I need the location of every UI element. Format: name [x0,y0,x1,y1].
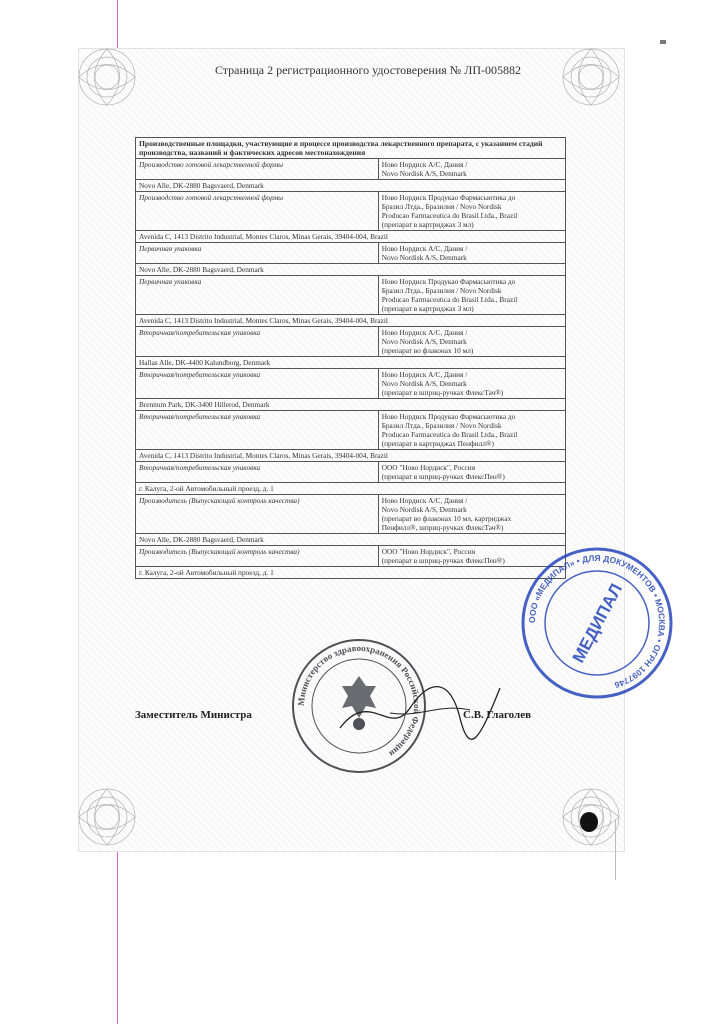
table-row [136,495,566,534]
organization-cell: Ново Нордиск Продукао Фармасьютика до Бразил Лтда., Бразилия / Novo Nordisk Producao Farmaceutica do Brasil Ltda., Brazil (препарат в картриджах Пенфилл®) [378,411,565,450]
address-cell: Avenida C, 1413 Distrito Industrial, Montes Claros, Minas Gerais, 39404-004, Brazil [136,450,566,462]
organization-cell: Ново Нордиск А/С, Дания / Novo Nordisk A/S, Denmark [378,243,565,264]
scan-edge [615,820,616,880]
svg-text:ООО «МЕДИПАЛ» • ДЛЯ ДОКУМЕНТОВ: ООО «МЕДИПАЛ» • ДЛЯ ДОКУМЕНТОВ • МОСКВА • ОГРН 1097746 [526,552,668,691]
table-row [136,159,566,180]
organization-cell: Ново Нордиск Продукао Фармасьютика до Бразил Лтда., Бразилия / Novo Nordisk Producao Farmaceutica do Brasil Ltda., Brazil (препарат в картриджах 3 мл) [378,192,565,231]
address-cell: Hallas Alle, DK-4400 Kalundborg, Denmark [136,357,566,369]
stage-cell: Первичная упаковка [136,243,379,264]
table-row [136,327,566,357]
page-title: Страница 2 регистрационного удостоверения № ЛП-005882 [214,63,522,77]
organization-cell: Ново Нордиск А/С, Дания / Novo Nordisk A/S, Denmark [378,159,565,180]
address-cell: Novo Alle, DK-2880 Bagsvaerd, Denmark [136,264,566,276]
organization-cell: Ново Нордиск А/С, Дания / Novo Nordisk A/S, Denmark (препарат во флаконах 10 мл, картриджах Пенфилл®, шприц-ручках ФлексТач®) [378,495,565,534]
svg-text:МЕДИПАЛ: МЕДИПАЛ [568,580,627,666]
hole-punch-icon [580,812,598,832]
address-cell: г. Калуга, 2-ой Автомобильный проезд, д. 1 [136,567,566,579]
address-cell: Novo Alle, DK-2880 Bagsvaerd, Denmark [136,180,566,192]
corner-ornament-icon [72,782,142,852]
production-sites-table [135,137,566,579]
table-row [136,462,566,483]
table-header: Производственные площадки, участвующие в процессе производства лекарственного препарата, с указанием стадий производства, названий и фактических адресов местонахождения [136,138,566,159]
table-row [136,276,566,315]
organization-cell: Ново Нордиск А/С, Дания / Novo Nordisk A/S, Denmark (препарат в шприц-ручках ФлексТач®) [378,369,565,399]
medipal-stamp-icon [518,544,676,702]
svg-text:Министерство здравоохранения Р: Министерство здравоохранения Российской Федерации [295,642,423,760]
address-cell: Avenida C, 1413 Distrito Industrial, Montes Claros, Minas Gerais, 39404-004, Brazil [136,315,566,327]
organization-cell: Ново Нордиск А/С, Дания / Novo Nordisk A/S, Denmark (препарат во флаконах 10 мл) [378,327,565,357]
address-cell: Novo Alle, DK-2880 Bagsvaerd, Denmark [136,534,566,546]
scan-artifact [660,40,666,44]
table-row [136,411,566,450]
signatory-role: Заместитель Министра [135,709,252,721]
stage-cell: Вторичная/потребительская упаковка [136,411,379,450]
stage-cell: Производитель (Выпускающий контроль качества) [136,546,379,567]
table-row [136,546,566,567]
stage-cell: Вторичная/потребительская упаковка [136,462,379,483]
organization-cell: Ново Нордиск Продукао Фармасьютика до Бразил Лтда., Бразилия / Novo Nordisk Producao Farmaceutica do Brasil Ltda., Brazil (препарат в картриджах 3 мл) [378,276,565,315]
stage-cell: Производство готовой лекарственной формы [136,159,379,180]
stage-cell: Вторичная/потребительская упаковка [136,369,379,399]
stage-cell: Производство готовой лекарственной формы [136,192,379,231]
signatory-name: С.В. Глаголев [463,709,532,721]
stage-cell: Первичная упаковка [136,276,379,315]
organization-cell: ООО "Ново Нордиск", Россия (препарат в шприц-ручках ФлексПен®) [378,462,565,483]
address-cell: Brennum Park, DK-3400 Hillerod, Denmark [136,399,566,411]
table-row [136,243,566,264]
address-cell: Avenida C, 1413 Distrito Industrial, Montes Claros, Minas Gerais, 39404-004, Brazil [136,231,566,243]
table-row [136,192,566,231]
stage-cell: Производитель (Выпускающий контроль качества) [136,495,379,534]
address-cell: г. Калуга, 2-ой Автомобильный проезд, д. 1 [136,483,566,495]
stage-cell: Вторичная/потребительская упаковка [136,327,379,357]
organization-cell: ООО "Ново Нордиск", Россия (препарат в шприц-ручках ФлексПен®) [378,546,565,567]
table-row [136,369,566,399]
signature-icon [330,668,510,748]
